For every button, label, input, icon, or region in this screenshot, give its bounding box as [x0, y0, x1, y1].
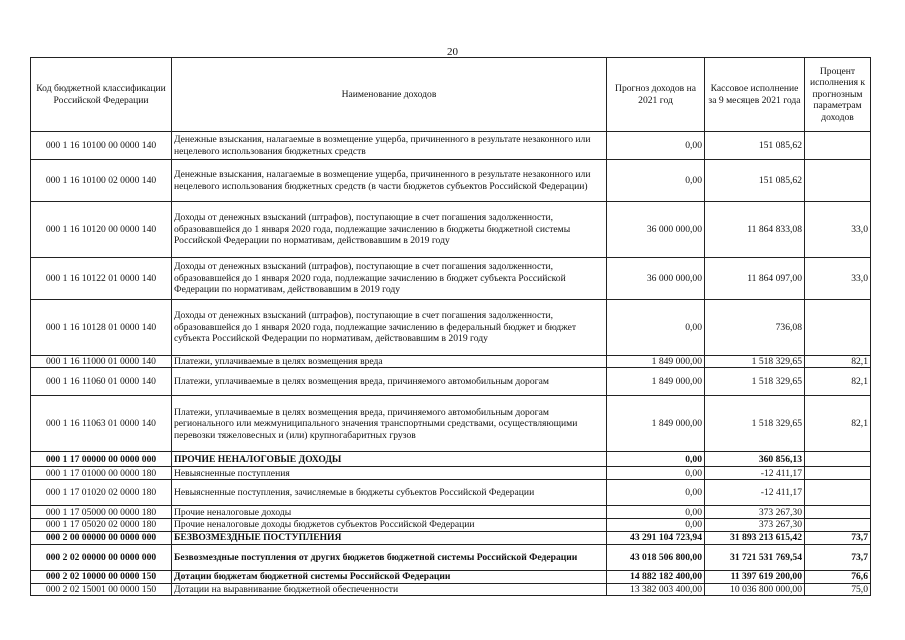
row-percent: 33,0 — [805, 202, 871, 258]
row-actual: 360 856,13 — [705, 452, 805, 467]
row-code: 000 1 16 10128 01 0000 140 — [31, 300, 172, 356]
table-row — [31, 531, 871, 544]
row-actual: 373 267,30 — [705, 506, 805, 519]
row-percent — [805, 506, 871, 519]
page-number: 20 — [447, 46, 458, 58]
row-percent — [805, 452, 871, 467]
row-actual: 11 397 619 200,00 — [705, 570, 805, 583]
row-actual: 151 085,62 — [705, 160, 805, 202]
row-forecast: 0,00 — [607, 506, 705, 519]
row-code: 000 1 17 01020 02 0000 180 — [31, 480, 172, 506]
row-code: 000 1 17 05000 00 0000 180 — [31, 506, 172, 519]
row-code: 000 1 17 00000 00 0000 000 — [31, 452, 172, 467]
table-row — [31, 467, 871, 480]
table-row — [31, 300, 871, 356]
row-name: Платежи, уплачиваемые в целях возмещения вреда — [172, 356, 607, 368]
row-code: 000 2 02 15001 00 0000 150 — [31, 583, 172, 595]
row-name: Невыясненные поступления — [172, 467, 607, 480]
row-name: Доходы от денежных взысканий (штрафов), поступающие в счет погашения задолженности, образовавшейся до 1 января 2020 года, подлежащие зачислению в бюджеты бюджетной системы Российской Федерации по нормативам, действовавшим в 2019 году — [172, 202, 607, 258]
row-name: Прочие неналоговые доходы бюджетов субъектов Российской Федерации — [172, 519, 607, 531]
row-name: Невыясненные поступления, зачисляемые в бюджеты субъектов Российской Федерации — [172, 480, 607, 506]
row-forecast: 0,00 — [607, 132, 705, 160]
row-percent — [805, 300, 871, 356]
row-forecast: 0,00 — [607, 467, 705, 480]
row-actual: 31 721 531 769,54 — [705, 544, 805, 570]
row-forecast: 0,00 — [607, 160, 705, 202]
row-forecast: 36 000 000,00 — [607, 202, 705, 258]
row-code: 000 2 02 10000 00 0000 150 — [31, 570, 172, 583]
row-actual: 31 893 213 615,42 — [705, 531, 805, 544]
table-row — [31, 480, 871, 506]
row-name: Денежные взыскания, налагаемые в возмещение ущерба, причиненного в результате незаконного или нецелевого использования бюджетных средств (в части бюджетов субъектов Российской Федерации) — [172, 160, 607, 202]
row-code: 000 1 17 05020 02 0000 180 — [31, 519, 172, 531]
table-row — [31, 506, 871, 519]
row-code: 000 1 16 11063 01 0000 140 — [31, 396, 172, 452]
row-name: Денежные взыскания, налагаемые в возмещение ущерба, причиненного в результате незаконного или нецелевого использования бюджетных средств — [172, 132, 607, 160]
table-row — [31, 583, 871, 595]
row-code: 000 1 16 11000 01 0000 140 — [31, 356, 172, 368]
table-row — [31, 519, 871, 531]
row-name: Платежи, уплачиваемые в целях возмещения вреда, причиняемого автомобильным дорогам регионального или межмуниципального значения транспортными средствами, осуществляющими перевозки тяжеловесных и (или) крупногабаритных грузов — [172, 396, 607, 452]
row-forecast: 14 882 182 400,00 — [607, 570, 705, 583]
row-forecast: 13 382 003 400,00 — [607, 583, 705, 595]
row-name: Прочие неналоговые доходы — [172, 506, 607, 519]
row-forecast: 0,00 — [607, 519, 705, 531]
header-forecast: Прогноз доходов на 2021 год — [607, 58, 705, 132]
table-row — [31, 452, 871, 467]
row-actual: -12 411,17 — [705, 480, 805, 506]
revenue-table — [30, 57, 871, 596]
row-code: 000 1 16 10122 01 0000 140 — [31, 258, 172, 300]
table-row — [31, 202, 871, 258]
row-percent — [805, 480, 871, 506]
header-name: Наименование доходов — [172, 58, 607, 132]
row-forecast: 1 849 000,00 — [607, 356, 705, 368]
row-code: 000 2 02 00000 00 0000 000 — [31, 544, 172, 570]
row-name: Дотации на выравнивание бюджетной обеспеченности — [172, 583, 607, 595]
row-percent: 73,7 — [805, 544, 871, 570]
row-code: 000 1 16 11060 01 0000 140 — [31, 368, 172, 396]
row-forecast: 43 018 506 800,00 — [607, 544, 705, 570]
row-actual: 151 085,62 — [705, 132, 805, 160]
row-forecast: 0,00 — [607, 300, 705, 356]
row-name: Платежи, уплачиваемые в целях возмещения вреда, причиняемого автомобильным дорогам — [172, 368, 607, 396]
row-forecast: 0,00 — [607, 480, 705, 506]
row-code: 000 1 17 01000 00 0000 180 — [31, 467, 172, 480]
row-actual: 1 518 329,65 — [705, 356, 805, 368]
row-forecast: 43 291 104 723,94 — [607, 531, 705, 544]
row-actual: 736,08 — [705, 300, 805, 356]
row-name: Доходы от денежных взысканий (штрафов), поступающие в счет погашения задолженности, образовавшейся до 1 января 2020 года, подлежащие зачислению в федеральный бюджет и бюджет субъекта Российской Федерации по нормативам, действовавшим в 2019 году — [172, 300, 607, 356]
row-percent: 76,6 — [805, 570, 871, 583]
row-forecast: 0,00 — [607, 452, 705, 467]
row-name: Дотации бюджетам бюджетной системы Российской Федерации — [172, 570, 607, 583]
row-code: 000 1 16 10100 00 0000 140 — [31, 132, 172, 160]
row-code: 000 1 16 10100 02 0000 140 — [31, 160, 172, 202]
table-row — [31, 544, 871, 570]
row-forecast: 1 849 000,00 — [607, 396, 705, 452]
header-code: Код бюджетной классификации Российской Федерации — [31, 58, 172, 132]
row-code: 000 2 00 00000 00 0000 000 — [31, 531, 172, 544]
row-percent — [805, 467, 871, 480]
row-actual: 11 864 833,08 — [705, 202, 805, 258]
row-percent: 33,0 — [805, 258, 871, 300]
row-percent — [805, 132, 871, 160]
row-actual: -12 411,17 — [705, 467, 805, 480]
row-name: Доходы от денежных взысканий (штрафов), поступающие в счет погашения задолженности, образовавшейся до 1 января 2020 года, подлежащие зачислению в бюджет субъекта Российской Федерации по нормативам, действовавшим в 2019 году — [172, 258, 607, 300]
row-percent: 82,1 — [805, 368, 871, 396]
table-row — [31, 160, 871, 202]
row-code: 000 1 16 10120 00 0000 140 — [31, 202, 172, 258]
row-percent: 82,1 — [805, 396, 871, 452]
row-actual: 1 518 329,65 — [705, 396, 805, 452]
table-row — [31, 368, 871, 396]
row-actual: 1 518 329,65 — [705, 368, 805, 396]
row-name: ПРОЧИЕ НЕНАЛОГОВЫЕ ДОХОДЫ — [172, 452, 607, 467]
table-row — [31, 132, 871, 160]
header-actual: Кассовое исполнение за 9 месяцев 2021 года — [705, 58, 805, 132]
row-name: Безвозмездные поступления от других бюджетов бюджетной системы Российской Федерации — [172, 544, 607, 570]
row-actual: 10 036 800 000,00 — [705, 583, 805, 595]
row-percent: 82,1 — [805, 356, 871, 368]
row-name: БЕЗВОЗМЕЗДНЫЕ ПОСТУПЛЕНИЯ — [172, 531, 607, 544]
row-percent — [805, 160, 871, 202]
header-percent: Процент исполнения к прогнозным параметрам доходов — [805, 58, 871, 132]
row-forecast: 1 849 000,00 — [607, 368, 705, 396]
row-forecast: 36 000 000,00 — [607, 258, 705, 300]
row-percent — [805, 519, 871, 531]
table-row — [31, 356, 871, 368]
table-row — [31, 396, 871, 452]
table-row — [31, 570, 871, 583]
row-percent: 73,7 — [805, 531, 871, 544]
row-actual: 11 864 097,00 — [705, 258, 805, 300]
row-percent: 75,0 — [805, 583, 871, 595]
table-row — [31, 258, 871, 300]
row-actual: 373 267,30 — [705, 519, 805, 531]
